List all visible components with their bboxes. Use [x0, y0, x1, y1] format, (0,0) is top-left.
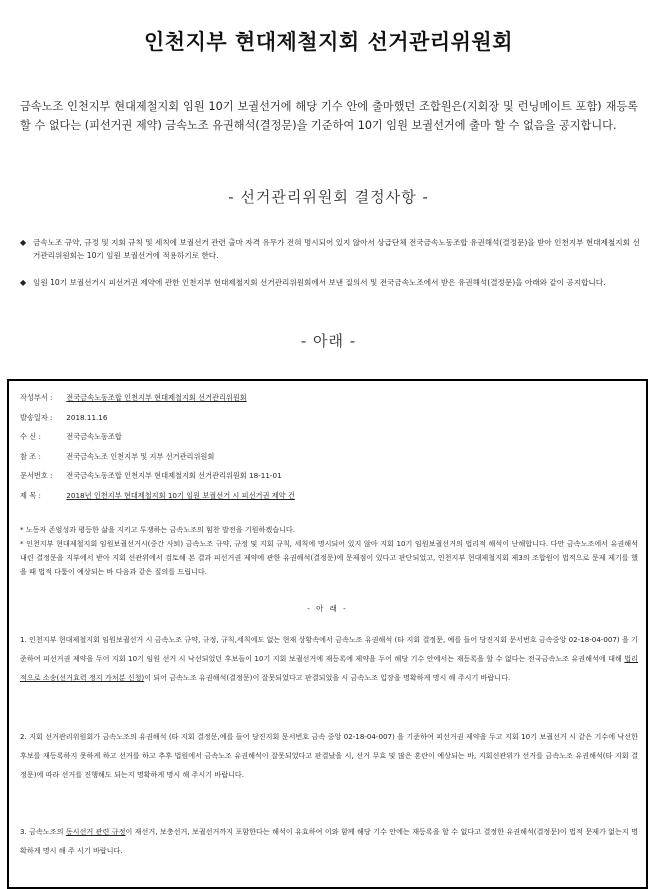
decision-bullet-2 — [20, 276, 645, 289]
header-key: 문서번호 : — [20, 471, 53, 480]
header-row-date — [20, 413, 107, 423]
header-row-department — [20, 393, 247, 403]
header-key: 참 조 : — [20, 452, 41, 461]
header-key: 제 목 : — [20, 491, 41, 500]
header-value: 2018.11.16 — [66, 413, 108, 422]
header-value: 전국금속노조 인천지부 및 지부 선거관리위원회 — [66, 452, 215, 461]
item-text: 이 되어 금속노조 유권해석(결정문)이 잘못되었다고 판결되었을 시 금속노조 입장을 명확하게 명시 해 주시기 바랍니다. — [144, 673, 511, 682]
document-box — [7, 379, 648, 889]
diamond-bullet-icon: ◆ — [20, 278, 27, 287]
header-value: 전국금속노동조합 인천지부 현대제철지회 선거관리위원회 — [66, 393, 247, 402]
header-key: 수 신 : — [20, 432, 41, 441]
greeting-paragraph: * 노동자 존엄성과 평등한 삶을 지키고 투쟁하는 금속노조의 힘찬 발전을 기원하겠습니다. — [20, 525, 296, 534]
inquiry-item-3 — [20, 822, 638, 860]
header-key: 작성부서 : — [20, 393, 53, 402]
item-text: 3. 금속노조의 — [20, 827, 66, 836]
header-value: 2018년 인천지부 현대제철지회 10기 임원 보궐선거 시 피선거권 제약 건 — [66, 491, 295, 500]
item-underlined-text: 법리적으로 소송(선거효력 정지 가처분 신청) — [20, 654, 638, 682]
header-key: 발송일자 : — [20, 413, 53, 422]
item-text: 1. 인천지부 현대제철지회 임원보궐선거 시 금속노조 규약, 규정, 규칙,세칙에도 없는 현재 상황속에서 금속노조 유권해석 (타 지회 결정문, 예를 들어 당진지회 문서번호 금속중앙 02-18-04-007) 을 기준하여 피선거권 제약을 두어 지회 10기 임원 선거 시 낙선되었던 후보들이 10기 지회 보궐선거에 재등록에 제약을 두어 해당 기수 안에서는 재등록을 할 수 없다는 전국금속노조 유권해석에 대해 — [20, 635, 638, 663]
inquiry-item-1 — [20, 630, 638, 687]
below-heading: - 아래 - — [300, 332, 357, 350]
item-text: 2. 지회 선거관리위원회가 금속노조의 유권해석 (타 지회 결정문,예를 들어 당진지회 문서번호 금속 중앙 02-18-04-007) 을 기준하여 피선거권 제약을 두고 지회 10기 보궐선거 시 같은 기수에 낙선한 후보를 재등록하지 못하게 하고 선거를 하고 추후 법원에서 금속노조 유권해석이 잘못되었다고 판결났을 시, 선거 무효 및 많은 혼란이 예상되는 바, 지회선관위가 선거를 금속노조 유권해석(타 지회 결정문)에 따라 선거를 진행해도 되는지 명확하게 명시 해 주시기 바랍니다. — [20, 732, 638, 779]
below-label: - 아 래 - — [307, 604, 348, 613]
bullet-text: 임원 10기 보궐선거시 피선거권 제약에 관한 인천지부 현대제철지회 선거관리위원회에서 보낸 질의서 및 전국금속노조에서 받은 유권해석(결정문)을 아래와 같이 공지합니다. — [33, 278, 606, 287]
header-value: 전국금속노동조합 — [66, 432, 122, 441]
decision-heading: - 선거관리위원회 결정사항 - — [228, 188, 429, 206]
header-row-reference — [20, 452, 214, 462]
diamond-bullet-icon: ◆ — [20, 238, 27, 247]
page-title: 인천지부 현대제철지회 선거관리위원회 — [144, 30, 513, 54]
decision-bullet-1 — [20, 236, 645, 262]
bullet-text: 금속노조 규약, 규정 및 지회 규칙 및 세칙에 보궐선거 관련 출마 자격 유무가 전혀 명시되어 있지 않아서 상급단체 전국금속노동조합 유권해석(결정문)을 받아 인천지부 현대제철지회 선거관리위원회는 10기 임원 보궐선거에 적용하기로 한다. — [33, 238, 640, 260]
header-row-doc-number — [20, 471, 282, 481]
item-text: 이 재선거, 보충선거, 보궐선거까지 포함한다는 해석이 유효하여 이와 함께 해당 기수 안에는 재등록을 할 수 없다고 결정한 유권해석(결정문)이 법적 문제가 없는지 명확하게 명시 해 주 시기 바랍니다. — [20, 827, 638, 855]
header-row-subject — [20, 491, 295, 501]
inquiry-item-2 — [20, 727, 638, 784]
inquiry-paragraph: * 인천지부 현대제철지회 임원보궐선거시(중간 사퇴) 금속노조 규약, 규정 및 지회 규칙, 세칙에 명시되어 있지 않아 지회 10기 임원보궐선거의 법리적 해석이 난해합니다. 다만 금속노조에서 유권해석 내린 결정문을 지부에서 받아 지회 선관위에서 검토해 본 결과 피선거권 제약에 관한 유권해석(결정문)에 문제점이 있다고 판단되었고, 인천지부 현대제철지회 제3의 조합원이 법적으로 문제 제기를 했을 때 법적 다툼이 예상되는 바 다음과 같은 질의를 드립니다. — [20, 539, 638, 576]
intro-notice: 금속노조 인천지부 현대제철지회 임원 10기 보궐선거에 해당 기수 안에 출마했던 조합원은(지회장 및 런닝메이트 포함) 재등록 할 수 없다는 (피선거권 제약) 금속노조 유권해석(결정문)을 기준하여 10기 임원 보궐선거에 출마 할 수 없음을 공지합니다. — [20, 100, 638, 132]
header-value: 전국금속노동조합 인천지부 현대제철지회 선거관리위원회 18-11-01 — [66, 471, 282, 480]
header-row-recipient — [20, 432, 122, 442]
item-underlined-text: 동시선거 관련 규정 — [65, 827, 126, 836]
